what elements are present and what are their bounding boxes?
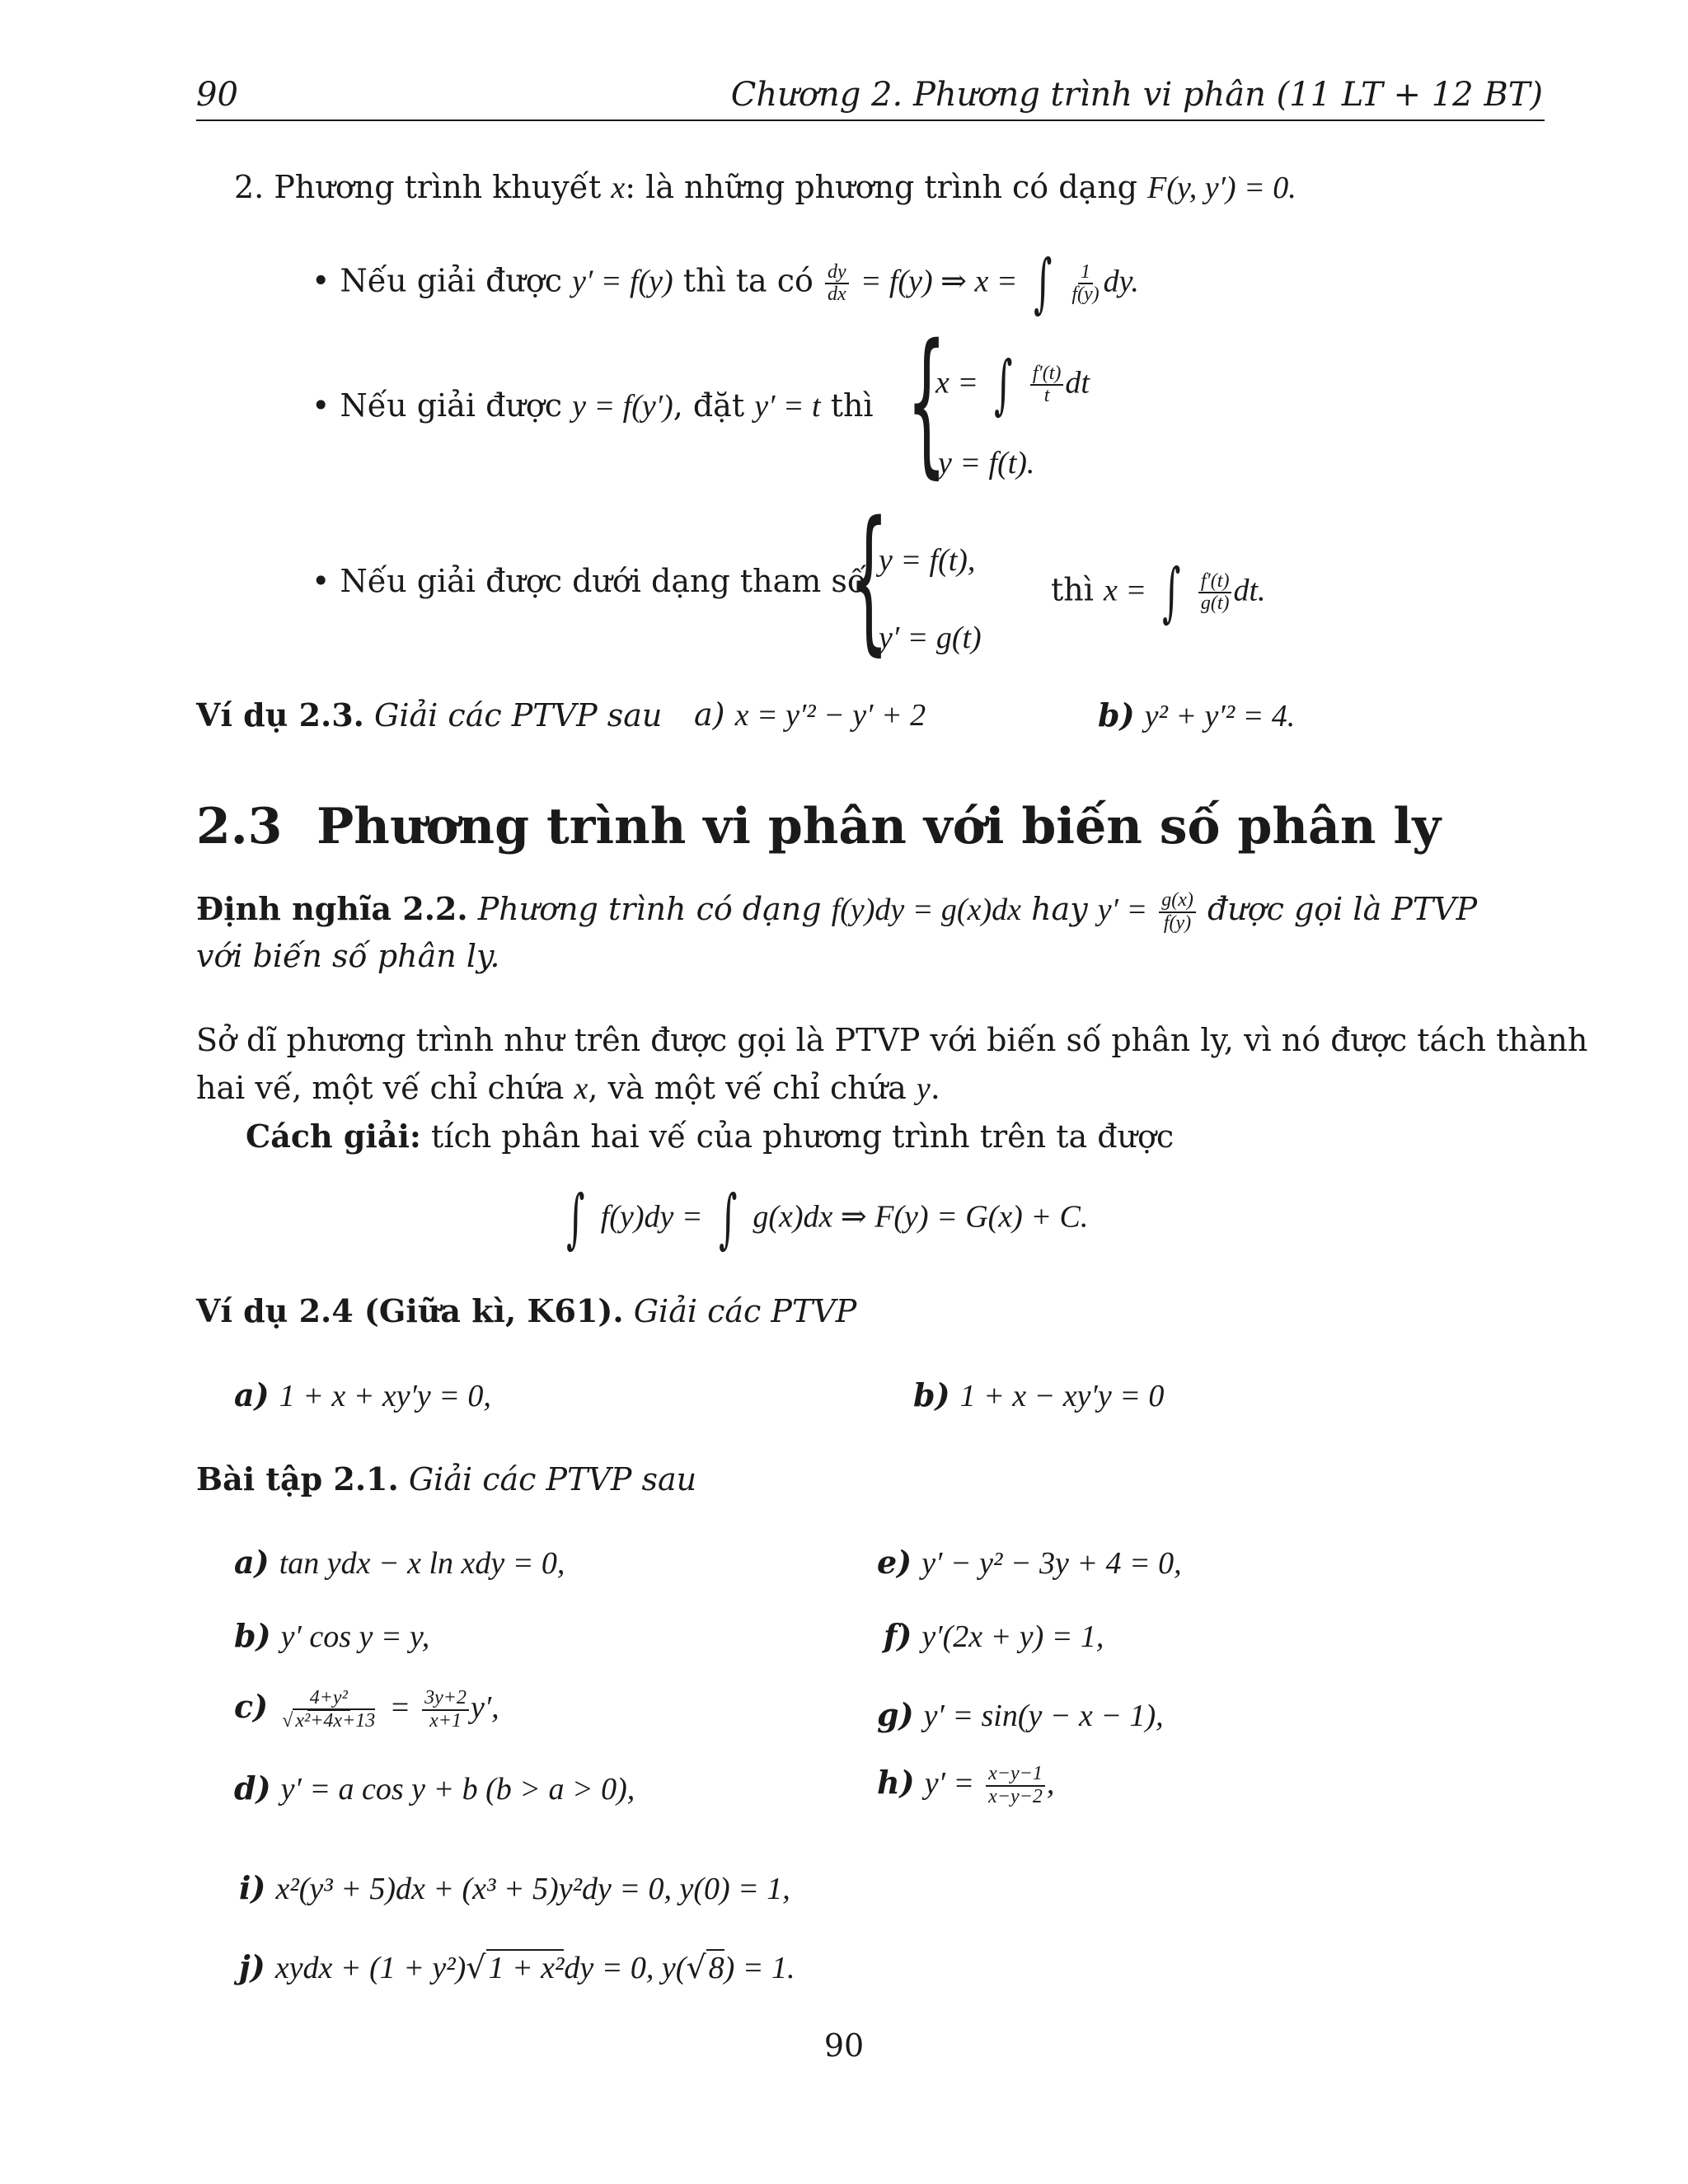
bullet-2-y-eq: y = f(t).	[938, 446, 1035, 480]
bullet-3-yp-eq: y′ = g(t)	[879, 621, 982, 655]
exercise-b: b) y′ cos y = y,	[234, 1617, 430, 1654]
example-2-3: Ví dụ 2.3. Giải các PTVP sau	[196, 696, 663, 733]
exercise-h: h) y′ = $\frac{x-y-1}{x-y-2}$ ,	[877, 1763, 1055, 1807]
bullet-dot-icon: •	[312, 563, 331, 599]
header-chapter-title: Chương 2. Phương trình vi phân (11 LT + 12 BT)	[730, 76, 1543, 114]
bullet-2-x-eq: x = ∫ $\frac{f'(t)}{t}$ dt	[935, 348, 1090, 422]
bullet-3: • Nếu giải được dưới dạng tham số	[312, 563, 867, 599]
integral-icon: ∫	[1162, 555, 1181, 630]
exercise-e: e) y′ − y² − 3y + 4 = 0,	[877, 1544, 1182, 1581]
method-line: Cách giải: tích phân hai vế của phương trình trên ta được	[246, 1118, 1175, 1155]
para-line-1: Sở dĩ phương trình như trên được gọi là PTVP với biến số phân ly, vì nó được tách thành	[196, 1022, 1588, 1058]
left-brace-icon: {	[849, 488, 889, 670]
para-line-2: hai vế, một vế chỉ chứa x, và một vế chỉ chứa y.	[196, 1070, 940, 1106]
exercise-d: d) y′ = a cos y + b (b > a > 0),	[234, 1769, 635, 1807]
footer-page-number: 90	[823, 2027, 865, 2064]
example-2-4-a: a) 1 + x + xy′y = 0,	[234, 1376, 491, 1413]
exercise-c: c) $\frac{\text{4+y²}}{\text{√ x²+4x+13}}$ = $\frac{3y+2}{x+1}$ y′,	[234, 1687, 499, 1732]
bullet-1: • Nếu giải được y′ = f(y) thì ta có $\frac{dy}{dx}$ = f(y) ⇒ x = ∫ $\frac{1}{f(y)}$ dy.	[312, 246, 1139, 321]
exercise-a: a) tan ydx − x ln xdy = 0,	[234, 1544, 565, 1581]
section-heading: 2.3 Phương trình vi phân với biến số phân ly	[196, 798, 1442, 855]
bullet-dot-icon: •	[312, 262, 331, 299]
exercise-i: i) x²(y³ + 5)dx + (x³ + 5)y²dy = 0, y(0) = 1,	[239, 1869, 790, 1906]
example-2-3-a: a) x = y′² − y′ + 2	[694, 696, 926, 733]
bullet-3-result: thì x = ∫ $\frac{f'(t)}{g(t)}$ dt.	[1051, 555, 1266, 630]
definition-2-2: Định nghĩa 2.2. Phương trình có dạng f(y)dy = g(x)dx hay y′ = $\frac{g(x)}{f(y)}$ được gọi là PTVP	[196, 889, 1478, 934]
bullet-2: • Nếu giải được y = f(y′), đặt y′ = t thì	[312, 387, 874, 424]
bullet-dot-icon: •	[312, 387, 331, 424]
exercise-j: j) xydx + (1 + y²)√1 + x²dy = 0, y(√8) = 1.	[239, 1948, 795, 1985]
bullet-3-y-eq: y = f(t),	[879, 543, 976, 578]
integral-icon: ∫	[1033, 246, 1053, 321]
example-2-3-b: b) y² + y′² = 4.	[1098, 696, 1296, 733]
example-2-4: Ví dụ 2.4 (Giữa kì, K61). Giải các PTVP	[196, 1292, 857, 1329]
item2-intro: 2. Phương trình khuyết x: là những phương trình có dạng F(y, y′) = 0.	[234, 169, 1296, 205]
exercise-g: g) y′ = sin(y − x − 1),	[877, 1696, 1164, 1733]
exercise-f: f) y′(2x + y) = 1,	[884, 1617, 1104, 1654]
header-page-number: 90	[196, 76, 238, 114]
left-brace-icon: {	[907, 311, 947, 493]
integral-icon: ∫	[566, 1182, 585, 1256]
exercise-2-1: Bài tập 2.1. Giải các PTVP sau	[196, 1460, 697, 1497]
integral-icon: ∫	[718, 1182, 738, 1256]
example-2-4-b: b) 1 + x − xy′y = 0	[913, 1376, 1165, 1413]
integral-icon: ∫	[994, 348, 1013, 422]
definition-2-2-cont: với biến số phân ly.	[196, 938, 500, 974]
header-rule	[196, 120, 1545, 121]
method-equation: ∫ f(y)dy = ∫ g(x)dx ⇒ F(y) = G(x) + C.	[566, 1182, 1089, 1256]
